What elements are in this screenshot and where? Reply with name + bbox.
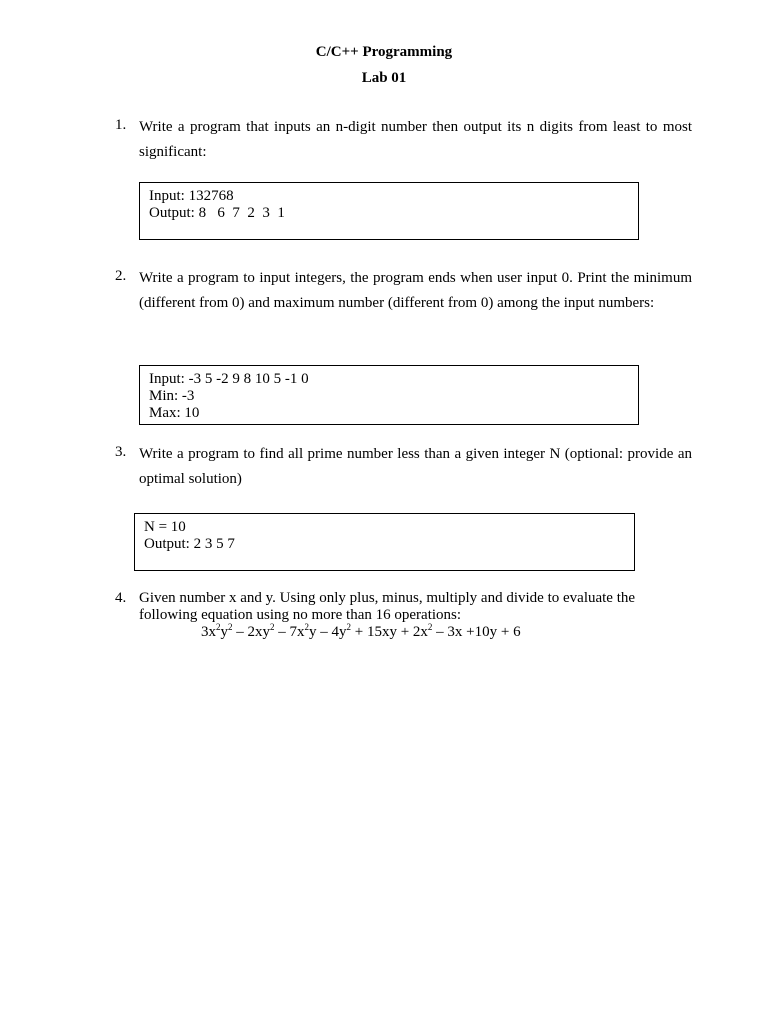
example-line: Min: -3	[149, 388, 195, 404]
question-text: Given number x and y. Using only plus, minus, multiply and divide to evaluate the following equation using no more than 16 operations:	[139, 590, 636, 623]
example-line: Input: 132768	[149, 188, 234, 204]
equation-exponent: 2	[346, 622, 351, 632]
equation-term: y – 4y	[309, 624, 347, 640]
example-line: Output: 8 6 7 2 3 1	[149, 205, 285, 221]
equation-term: y	[220, 624, 228, 640]
question-number: 2.	[115, 268, 127, 284]
question-number: 3.	[115, 444, 127, 460]
equation	[201, 624, 521, 641]
equation-term: + 15xy + 2x	[351, 624, 428, 640]
question-text: Write a program to find all prime number less than a given integer N (optional: provide an optimal solution)	[139, 446, 692, 487]
example-box	[139, 182, 639, 240]
question-number: 1.	[115, 117, 127, 133]
document-title: C/C++ Programming	[315, 44, 453, 60]
equation-exponent: 2	[270, 622, 275, 632]
example-line: Output: 2 3 5 7	[144, 536, 235, 552]
equation-term: – 3x +10y + 6	[432, 624, 521, 640]
example-box	[134, 513, 635, 571]
example-box	[139, 365, 639, 425]
question-text: Write a program to input integers, the program ends when user input 0. Print the minimum (different from 0) and maximum number (different from 0) among the input numbers:	[139, 270, 692, 311]
example-line: Max: 10	[149, 405, 200, 421]
equation-term: – 7x	[274, 624, 305, 640]
equation-exponent: 2	[216, 622, 221, 632]
equation-exponent: 2	[427, 622, 433, 632]
equation-term: 3x	[201, 624, 216, 640]
example-line: Input: -3 5 -2 9 8 10 5 -1 0	[149, 371, 309, 387]
example-line: N = 10	[144, 519, 186, 535]
equation-exponent: 2	[228, 622, 233, 632]
question-number: 4.	[115, 590, 127, 606]
question-text: Write a program that inputs an n-digit number then output its n digits from least to most significant:	[139, 119, 692, 160]
equation-exponent: 2	[304, 622, 309, 632]
document-subtitle: Lab 01	[361, 70, 407, 86]
equation-term: – 2xy	[232, 624, 270, 640]
